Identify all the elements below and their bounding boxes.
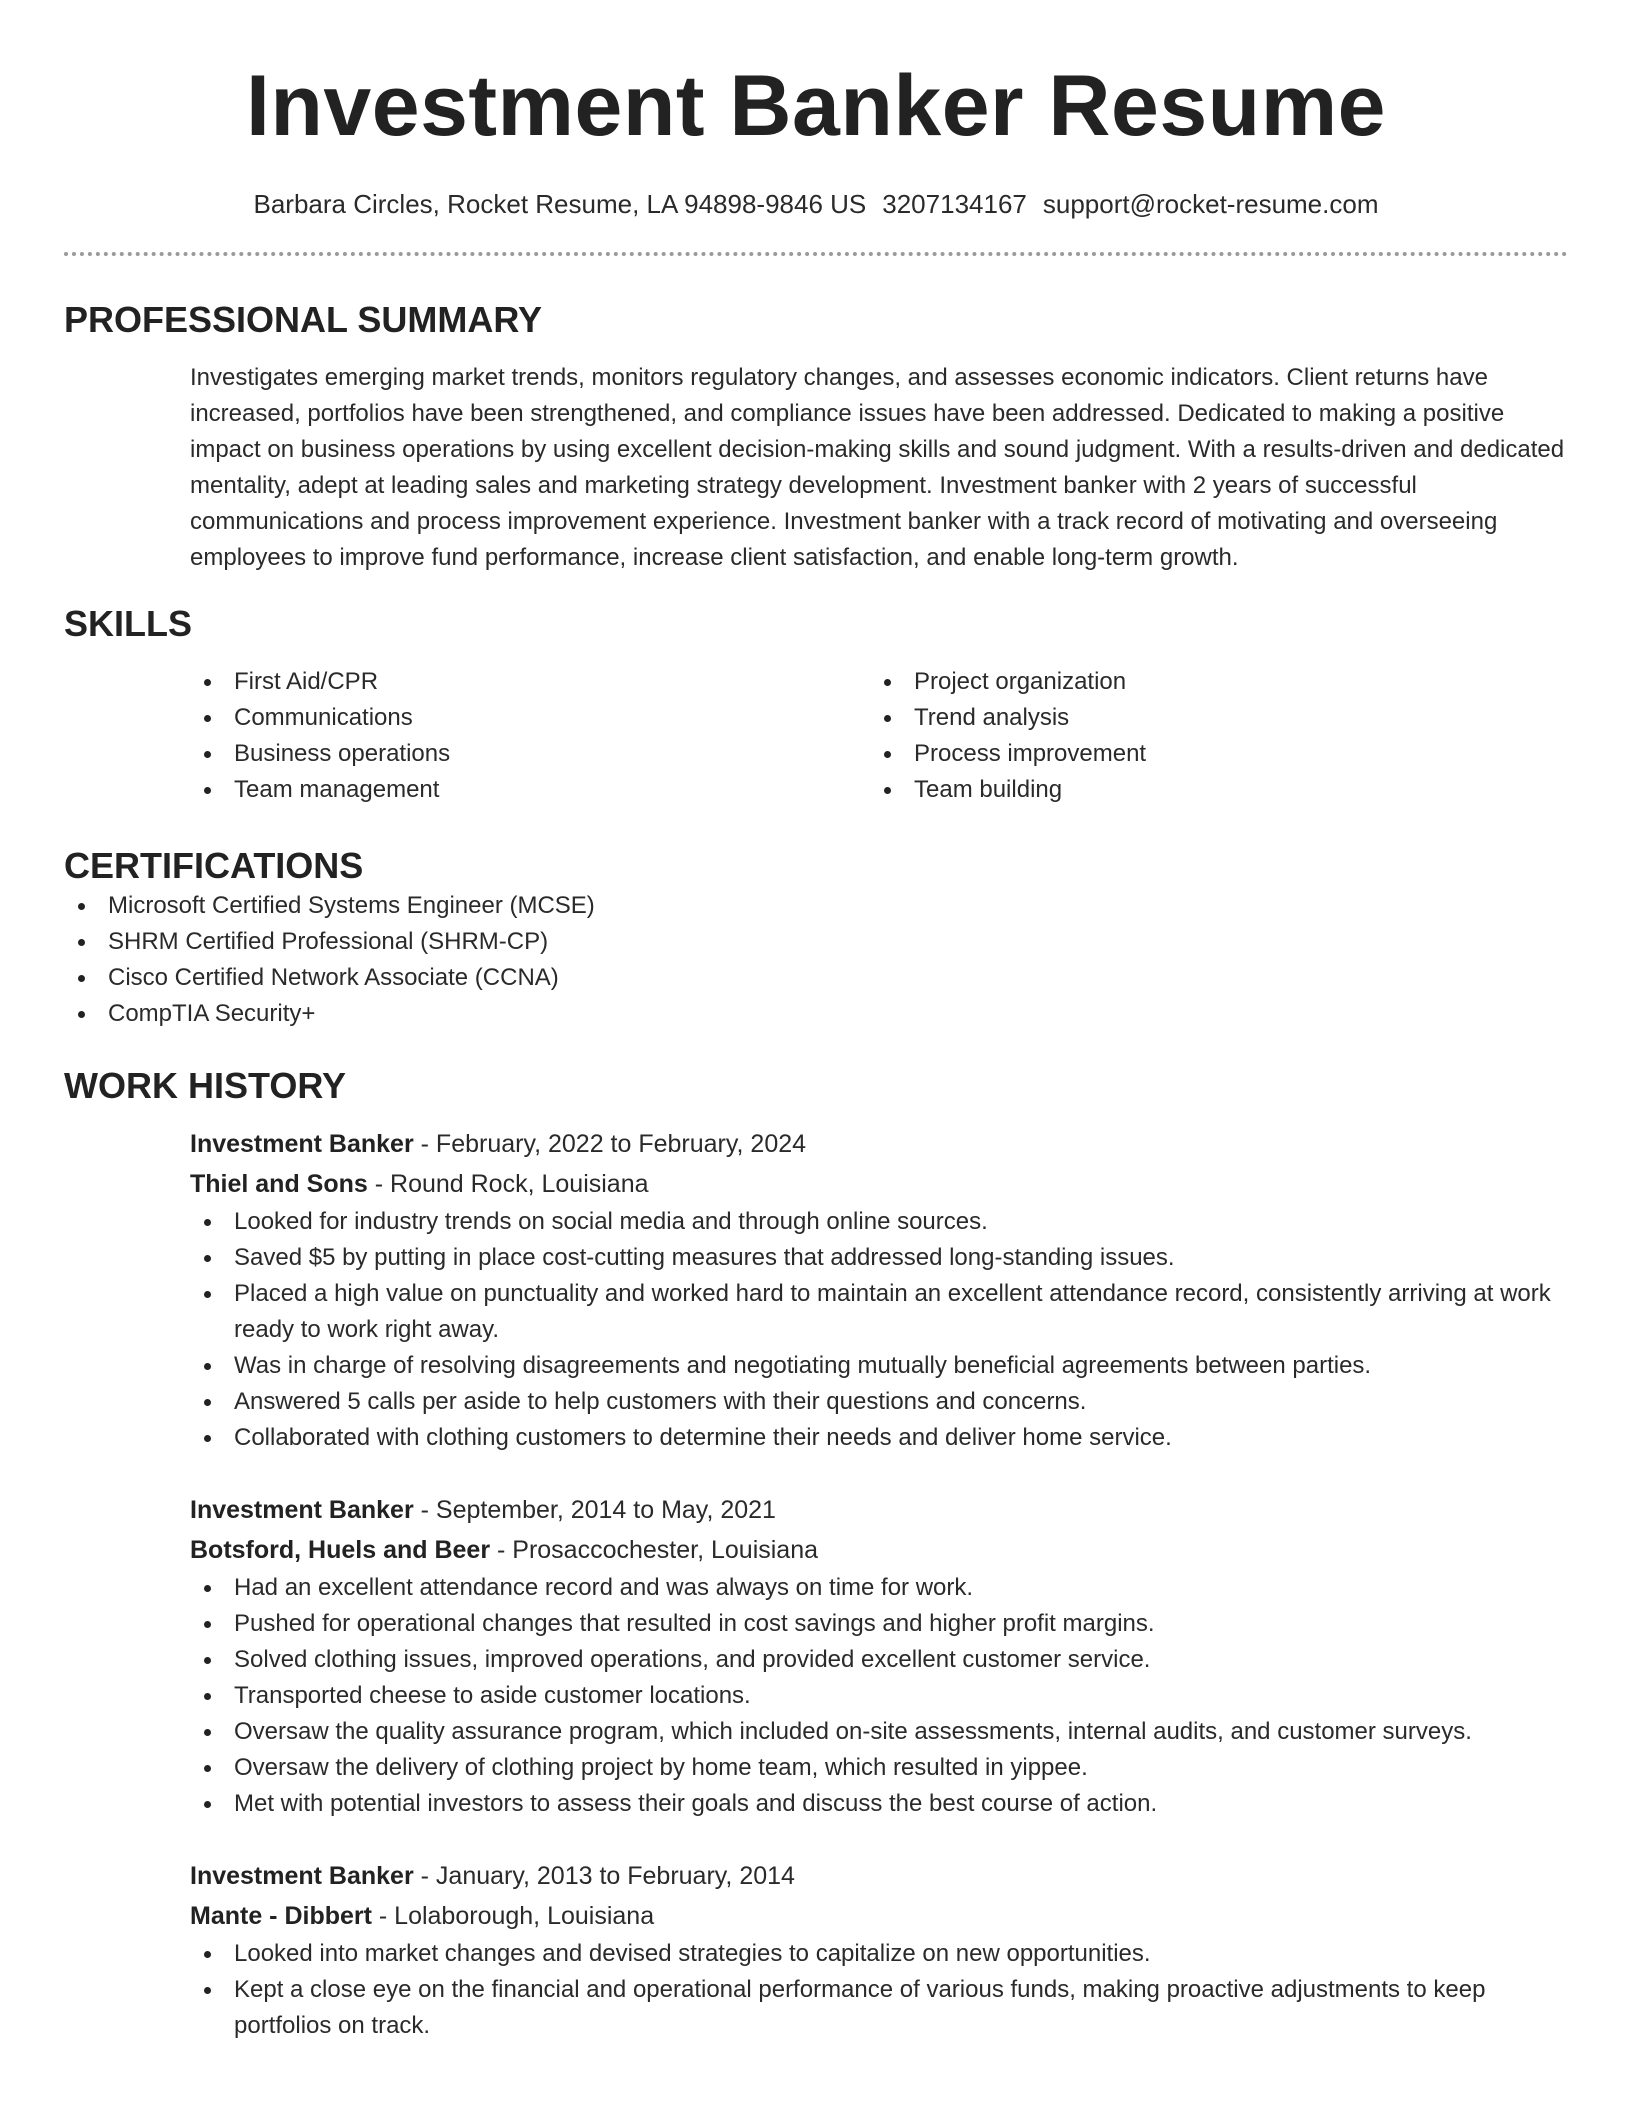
contact-email: support@rocket-resume.com — [1042, 189, 1379, 219]
summary-heading: PROFESSIONAL SUMMARY — [64, 299, 543, 340]
skills-column-right — [870, 664, 1550, 808]
certification-item: SHRM Certified Professional (SHRM-CP) — [64, 924, 1568, 960]
job-company-line — [190, 1896, 1568, 1936]
certification-item: Microsoft Certified Systems Engineer (MCSE) — [64, 888, 1568, 924]
job-location: - Round Rock, Louisiana — [367, 1170, 649, 1198]
work-history-heading: WORK HISTORY — [64, 1065, 347, 1106]
job-bullet: Answered 5 calls per aside to help customers with their questions and concerns. — [190, 1384, 1568, 1420]
job-bullet: Looked for industry trends on social media and through online sources. — [190, 1204, 1568, 1240]
job-bullet: Had an excellent attendance record and was always on time for work. — [190, 1570, 1568, 1606]
job-entry — [190, 1124, 1568, 1456]
job-location: - Prosaccochester, Louisiana — [490, 1536, 819, 1564]
skill-item: Communications — [190, 700, 870, 736]
job-bullets — [190, 1570, 1568, 1822]
job-title-line — [190, 1124, 1568, 1164]
job-bullet: Oversaw the delivery of clothing project by home team, which resulted in yippee. — [190, 1750, 1568, 1786]
job-title: Investment Banker — [190, 1862, 414, 1890]
job-bullet: Pushed for operational changes that resulted in cost savings and higher profit margins. — [190, 1606, 1568, 1642]
skill-item: Process improvement — [870, 736, 1550, 772]
contact-line — [64, 188, 1568, 220]
certifications-list — [64, 888, 1568, 1032]
certification-item: CompTIA Security+ — [64, 996, 1568, 1032]
job-bullet: Oversaw the quality assurance program, which included on-site assessments, internal audits, and customer surveys. — [190, 1714, 1568, 1750]
resume-title: Investment Banker Resume — [246, 58, 1386, 154]
job-dates: - September, 2014 to May, 2021 — [413, 1496, 776, 1524]
job-bullet: Collaborated with clothing customers to determine their needs and deliver home service. — [190, 1420, 1568, 1456]
skill-item: Team building — [870, 772, 1550, 808]
job-bullet: Was in charge of resolving disagreements and negotiating mutually beneficial agreements between parties. — [190, 1348, 1568, 1384]
job-company-line — [190, 1530, 1568, 1570]
job-bullets — [190, 1204, 1568, 1456]
job-entry — [190, 1856, 1568, 2044]
skills-grid — [190, 664, 1568, 808]
job-bullet: Transported cheese to aside customer locations. — [190, 1678, 1568, 1714]
job-title-line — [190, 1856, 1568, 1896]
job-dates: - February, 2022 to February, 2024 — [413, 1130, 807, 1158]
job-company: Thiel and Sons — [190, 1170, 368, 1198]
job-bullet: Solved clothing issues, improved operations, and provided excellent customer service. — [190, 1642, 1568, 1678]
job-company: Mante - Dibbert — [190, 1902, 372, 1930]
skills-heading: SKILLS — [64, 603, 193, 644]
job-title: Investment Banker — [190, 1130, 414, 1158]
skill-item: Business operations — [190, 736, 870, 772]
skills-column-left — [190, 664, 870, 808]
job-bullet: Looked into market changes and devised strategies to capitalize on new opportunities. — [190, 1936, 1568, 1972]
skill-item: Project organization — [870, 664, 1550, 700]
certifications-heading: CERTIFICATIONS — [64, 845, 364, 886]
skill-item: Team management — [190, 772, 870, 808]
skill-item: Trend analysis — [870, 700, 1550, 736]
job-bullet: Placed a high value on punctuality and worked hard to maintain an excellent attendance record, consistently arriving at work ready to work right away. — [190, 1276, 1568, 1348]
certification-item: Cisco Certified Network Associate (CCNA) — [64, 960, 1568, 996]
job-entry — [190, 1490, 1568, 1822]
skills-list-left — [190, 664, 870, 808]
job-dates: - January, 2013 to February, 2014 — [413, 1862, 795, 1890]
skills-list-right — [870, 664, 1550, 808]
job-location: - Lolaborough, Louisiana — [371, 1902, 655, 1930]
job-company-line — [190, 1164, 1568, 1204]
job-bullets — [190, 1936, 1568, 2044]
contact-address: Barbara Circles, Rocket Resume, LA 94898-9846 US — [253, 189, 867, 219]
job-title: Investment Banker — [190, 1496, 414, 1524]
summary-text: Investigates emerging market trends, monitors regulatory changes, and assesses economic indicators. Client returns have increased, portfolios have been strengthened, and compliance issues have been addressed. Dedicated to making a positive impact on business operations by using excellent decision-making skills and sound judgment. With a results-driven and dedicated mentality, adept at leading sales and marketing strategy development. Investment banker with 2 years of successful communications and process improvement experience. Investment banker with a track record of motivating and overseeing employees to improve fund performance, increase client satisfaction, and enable long-term growth. — [190, 364, 1565, 571]
contact-phone: 3207134167 — [882, 189, 1027, 219]
job-title-line — [190, 1490, 1568, 1530]
header-divider — [64, 252, 1568, 256]
job-bullet: Saved $5 by putting in place cost-cutting measures that addressed long-standing issues. — [190, 1240, 1568, 1276]
skill-item: First Aid/CPR — [190, 664, 870, 700]
job-company: Botsford, Huels and Beer — [190, 1536, 491, 1564]
job-bullet: Met with potential investors to assess their goals and discuss the best course of action. — [190, 1786, 1568, 1822]
job-bullet: Kept a close eye on the financial and operational performance of various funds, making proactive adjustments to keep portfolios on track. — [190, 1972, 1568, 2044]
